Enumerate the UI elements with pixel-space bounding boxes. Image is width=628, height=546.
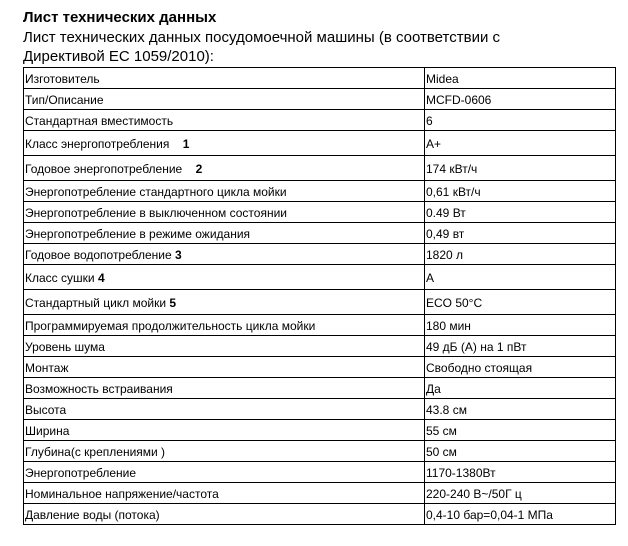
spec-label-cell [24, 131, 425, 156]
document-subtitle: Лист технических данных посудомоечной машины (в соответствии с Директивой ЕС 1059/2010): [23, 29, 500, 65]
table-row [24, 399, 616, 420]
spec-label: Уровень шума [25, 339, 105, 354]
table-row [24, 202, 616, 223]
spec-value-cell [425, 504, 616, 525]
spec-label-cell [24, 110, 425, 131]
table-row [24, 156, 616, 181]
table-row [24, 68, 616, 89]
spec-value-cell [425, 420, 616, 441]
spec-label: Возможность встраивания [25, 381, 173, 396]
table-row [24, 223, 616, 244]
table-row [24, 131, 616, 156]
spec-label-cell [24, 441, 425, 462]
spec-table [23, 67, 616, 525]
footnote-marker: 2 [195, 161, 203, 176]
spec-value: ECO 50°C [426, 295, 483, 310]
spec-label-cell [24, 504, 425, 525]
spec-label-cell [24, 399, 425, 420]
table-row [24, 357, 616, 378]
spec-label-cell [24, 336, 425, 357]
spec-value: 0.49 Вт [426, 205, 466, 220]
table-row [24, 483, 616, 504]
spec-label: Высота [25, 402, 67, 417]
table-row [24, 244, 616, 265]
spec-label: Энергопотребление стандартного цикла мойки [25, 184, 287, 199]
spec-value: 49 дБ (A) на 1 пВт [426, 339, 527, 354]
spec-label-cell [24, 462, 425, 483]
spec-value: 55 см [426, 423, 457, 438]
spec-value: 174 кВт/ч [426, 161, 478, 176]
spec-label-cell [24, 378, 425, 399]
spec-value-cell [425, 244, 616, 265]
spec-label-cell [24, 357, 425, 378]
spec-value: 43.8 см [426, 402, 467, 417]
table-row [24, 290, 616, 315]
spec-value: MCFD-0606 [426, 92, 492, 107]
spec-value: 1170-1380Вт [426, 465, 496, 480]
spec-label-cell [24, 265, 425, 290]
spec-value-cell [425, 290, 616, 315]
spec-label: Класс сушки [25, 270, 95, 285]
spec-label: Номинальное напряжение/частота [25, 486, 219, 501]
spec-value-cell [425, 156, 616, 181]
footnote-marker: 3 [175, 247, 182, 262]
table-row [24, 420, 616, 441]
spec-value-cell [425, 315, 616, 336]
table-row [24, 462, 616, 483]
spec-label: Энергопотребление в режиме ожидания [25, 226, 251, 241]
spec-value-cell [425, 202, 616, 223]
table-row [24, 265, 616, 290]
spec-value: Да [426, 381, 441, 396]
spec-label: Годовое энергопотребление [25, 161, 183, 176]
table-row [24, 315, 616, 336]
spec-value-cell [425, 223, 616, 244]
spec-value-cell [425, 336, 616, 357]
spec-value: 0,61 кВт/ч [426, 184, 481, 199]
spec-value-cell [425, 68, 616, 89]
spec-value-cell [425, 131, 616, 156]
table-row [24, 378, 616, 399]
spec-label: Годовое водопотребление [25, 247, 172, 262]
spec-label: Программируемая продолжительность цикла мойки [25, 318, 316, 333]
spec-value-cell [425, 378, 616, 399]
spec-label-cell [24, 156, 425, 181]
spec-value-cell [425, 265, 616, 290]
spec-value: A+ [426, 136, 442, 151]
table-row [24, 336, 616, 357]
spec-value-cell [425, 181, 616, 202]
table-row [24, 504, 616, 525]
spec-label-cell [24, 89, 425, 110]
spec-label: Монтаж [25, 360, 69, 375]
spec-label: Энергопотребление в выключенном состоянии [25, 205, 287, 220]
spec-label-cell [24, 68, 425, 89]
spec-label: Тип/Описание [25, 92, 104, 107]
spec-value-cell [425, 399, 616, 420]
spec-label-cell [24, 315, 425, 336]
spec-value: 1820 л [426, 247, 464, 262]
spec-label: Стандартный цикл мойки [25, 295, 167, 310]
spec-label-cell [24, 181, 425, 202]
spec-value: 220-240 В~/50Г ц [426, 486, 522, 501]
document-title: Лист технических данных [23, 9, 217, 26]
spec-label: Энергопотребление [25, 465, 137, 480]
spec-label: Класс энергопотребления [25, 136, 170, 151]
spec-label: Ширина [25, 423, 70, 438]
spec-value: Midea [426, 71, 459, 86]
spec-label-cell [24, 290, 425, 315]
spec-label: Изготовитель [25, 71, 100, 86]
spec-value: 180 мин [426, 318, 471, 333]
spec-label-cell [24, 223, 425, 244]
spec-value: 0,4-10 бар=0,04-1 МПа [426, 507, 553, 522]
table-row [24, 110, 616, 131]
spec-value-cell [425, 441, 616, 462]
spec-label-cell [24, 420, 425, 441]
footnote-marker: 1 [182, 136, 190, 151]
footnote-marker: 4 [97, 270, 105, 285]
spec-value-cell [425, 357, 616, 378]
spec-label: Стандартная вместимость [25, 113, 174, 128]
table-row [24, 441, 616, 462]
spec-label-cell [24, 202, 425, 223]
spec-label: Давление воды (потока) [25, 507, 160, 522]
spec-value: A [426, 270, 435, 285]
footnote-marker: 5 [169, 295, 177, 310]
spec-value: 50 см [426, 444, 457, 459]
spec-label-cell [24, 244, 425, 265]
spec-value-cell [425, 110, 616, 131]
table-row [24, 89, 616, 110]
spec-label: Глубина(с креплениями ) [25, 444, 166, 459]
spec-value-cell [425, 89, 616, 110]
spec-value: Свободно стоящая [426, 360, 533, 375]
spec-label-cell [24, 483, 425, 504]
spec-value: 6 [426, 113, 433, 128]
spec-value-cell [425, 483, 616, 504]
table-row [24, 181, 616, 202]
spec-value: 0,49 вт [426, 226, 465, 241]
spec-value-cell [425, 462, 616, 483]
